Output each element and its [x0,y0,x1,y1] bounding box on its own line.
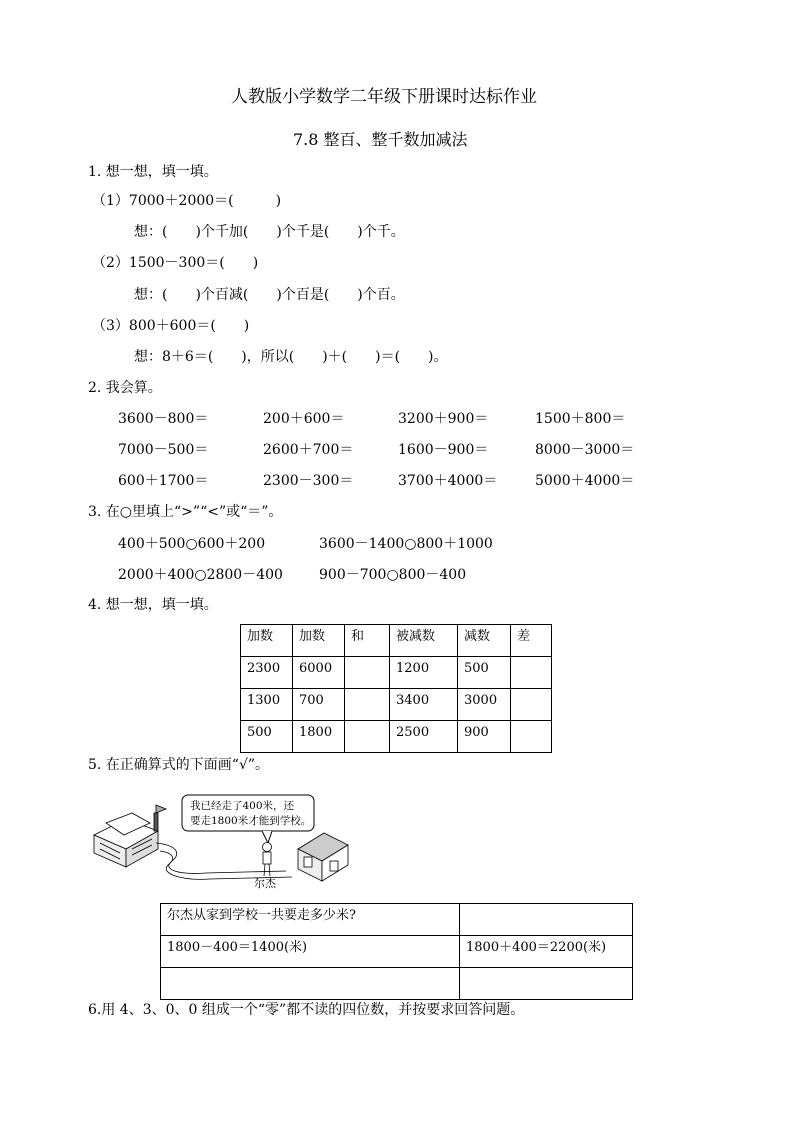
answer-cell[interactable] [345,657,390,689]
answer-cell[interactable] [345,721,390,753]
mark-cell-a[interactable] [161,968,460,1000]
calc-item: 2600＋700＝ [263,442,354,458]
character-name: 尔杰 [254,877,276,890]
calc-item: 600＋1700＝ [118,473,209,489]
calc-item: 200＋600＝ [263,411,345,427]
calc-item: 1600－900＝ [398,442,489,458]
table-cell: 1800 [293,721,345,753]
answer-cell[interactable] [345,689,390,721]
compare-item: 400＋500○600＋200 [118,536,266,552]
table-header: 加数 [293,625,345,657]
compare-item: 2000＋400○2800－400 [118,567,283,583]
q3-heading: 3. 在○里填上“>”“<”或“＝”。 [88,504,283,520]
table-cell: 1200 [390,657,458,689]
answer-cell[interactable] [511,657,552,689]
table-cell: 2300 [241,657,293,689]
question-cell: 尔杰从家到学校一共要走多少米? [161,904,460,936]
q1-item-1: （1）7000＋2000＝( ) [92,193,282,209]
table-cell: 1300 [241,689,293,721]
table-header: 和 [345,625,390,657]
speech-line-2: 要走1800米才能到学校。 [190,815,312,827]
calc-item: 3700＋4000＝ [398,473,498,489]
calc-item: 7000－500＝ [118,442,209,458]
add-subtract-table [240,624,552,753]
table-cell: 500 [241,721,293,753]
calc-item: 3600－800＝ [118,411,209,427]
q2-heading: 2. 我会算。 [88,380,162,396]
answer-cell[interactable] [511,689,552,721]
table-cell [460,904,633,936]
lesson-subtitle: 7.8 整百、整千数加减法 [293,130,468,149]
q1-item-2: （2）1500－300＝( ) [92,255,259,271]
table-header: 被减数 [390,625,458,657]
choice-b-cell: 1800＋400＝2200(米) [460,936,633,968]
choice-a-cell: 1800－400＝1400(米) [161,936,460,968]
house-icon [298,833,348,881]
compare-item: 900－700○800－400 [319,567,467,583]
calc-item: 2300－300＝ [263,473,354,489]
answer-choice-table [160,903,633,1000]
table-cell: 3400 [390,689,458,721]
walk-to-school-illustration [86,783,368,891]
table-header: 减数 [458,625,511,657]
q1-hint-2: 想：( )个百减( )个百是( )个百。 [134,287,405,303]
table-header: 加数 [241,625,293,657]
table-cell: 900 [458,721,511,753]
calc-item: 5000＋4000＝ [535,473,635,489]
table-cell: 500 [458,657,511,689]
q1-heading: 1. 想一想，填一填。 [88,164,218,180]
table-header: 差 [511,625,552,657]
compare-item: 3600－1400○800＋1000 [319,536,493,552]
calc-item: 1500＋800＝ [535,411,626,427]
q4-heading: 4. 想一想，填一填。 [88,597,218,613]
answer-cell[interactable] [511,721,552,753]
mark-cell-b[interactable] [460,968,633,1000]
table-cell: 700 [293,689,345,721]
q1-item-3: （3）800＋600＝( ) [92,318,250,334]
q5-heading: 5. 在正确算式的下面画“√”。 [88,757,270,773]
calc-item: 3200＋900＝ [398,411,489,427]
boy-icon [263,843,272,877]
page-title: 人教版小学数学二年级下册课时达标作业 [231,87,537,107]
table-cell: 6000 [293,657,345,689]
q1-hint-1: 想：( )个千加( )个千是( )个千。 [134,224,405,240]
speech-line-1: 我已经走了400米，还 [190,800,295,812]
q6-heading: 6.用 4、3、0、0 组成一个“零”都不读的四位数，并按要求回答问题。 [88,1002,525,1018]
school-building-icon [94,805,166,867]
table-cell: 2500 [390,721,458,753]
table-cell: 3000 [458,689,511,721]
calc-item: 8000－3000＝ [535,442,635,458]
q1-hint-3: 想：8＋6＝( )，所以( )＋( )＝( )。 [134,349,448,365]
